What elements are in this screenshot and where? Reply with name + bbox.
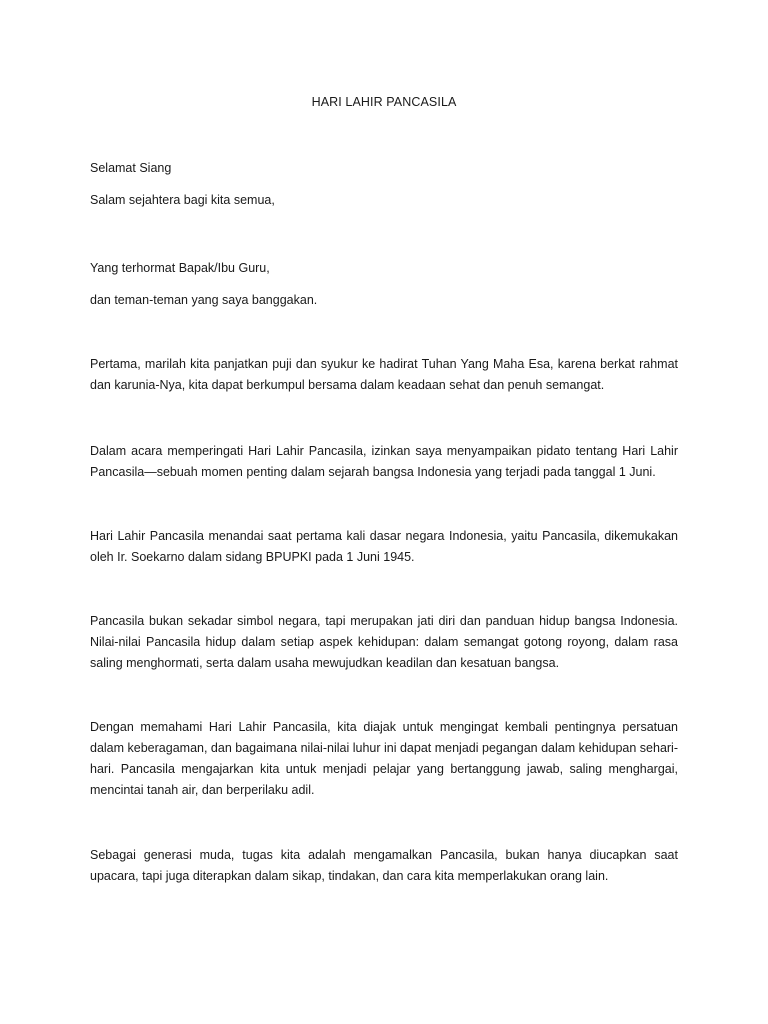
body-paragraph: Dalam acara memperingati Hari Lahir Pancasila, izinkan saya menyampaikan pidato tentang Hari Lahir Pancasila—sebuah momen penting dalam sejarah bangsa Indonesia yang terjadi pada tanggal 1 Juni. bbox=[90, 444, 678, 479]
salutation-line: Salam sejahtera bagi kita semua, bbox=[90, 193, 275, 207]
body-paragraph: Pertama, marilah kita panjatkan puji dan syukur ke hadirat Tuhan Yang Maha Esa, karena berkat rahmat dan karunia-Nya, kita dapat berkumpul bersama dalam keadaan sehat dan penuh semangat. bbox=[90, 357, 678, 392]
greeting-line: Selamat Siang bbox=[90, 161, 172, 175]
address-line: Yang terhormat Bapak/Ibu Guru, bbox=[90, 261, 270, 275]
body-paragraph: Hari Lahir Pancasila menandai saat pertama kali dasar negara Indonesia, yaitu Pancasila, dikemukakan oleh Ir. Soekarno dalam sidang BPUPKI pada 1 Juni 1945. bbox=[90, 529, 678, 564]
body-paragraph: Pancasila bukan sekadar simbol negara, tapi merupakan jati diri dan panduan hidup bangsa Indonesia. Nilai-nilai Pancasila hidup dalam setiap aspek kehidupan: dalam semangat gotong royong, dalam rasa saling menghormati, serta dalam usaha mewujudkan keadilan dan kesatuan bangsa. bbox=[90, 614, 678, 670]
body-paragraph: Sebagai generasi muda, tugas kita adalah mengamalkan Pancasila, bukan hanya diucapkan saat upacara, tapi juga diterapkan dalam sikap, tindakan, dan cara kita memperlakukan orang lain. bbox=[90, 848, 678, 883]
address-line: dan teman-teman yang saya banggakan. bbox=[90, 293, 318, 307]
body-paragraph: Dengan memahami Hari Lahir Pancasila, kita diajak untuk mengingat kembali pentingnya persatuan dalam keberagaman, dan bagaimana nilai-nilai luhur ini dapat menjadi pegangan dalam kehidupan sehari-hari. Pancasila mengajarkan kita untuk menjadi pelajar yang bertanggung jawab, saling menghargai, mencintai tanah air, dan berperilaku adil. bbox=[90, 720, 678, 797]
document-title: HARI LAHIR PANCASILA bbox=[311, 95, 457, 109]
